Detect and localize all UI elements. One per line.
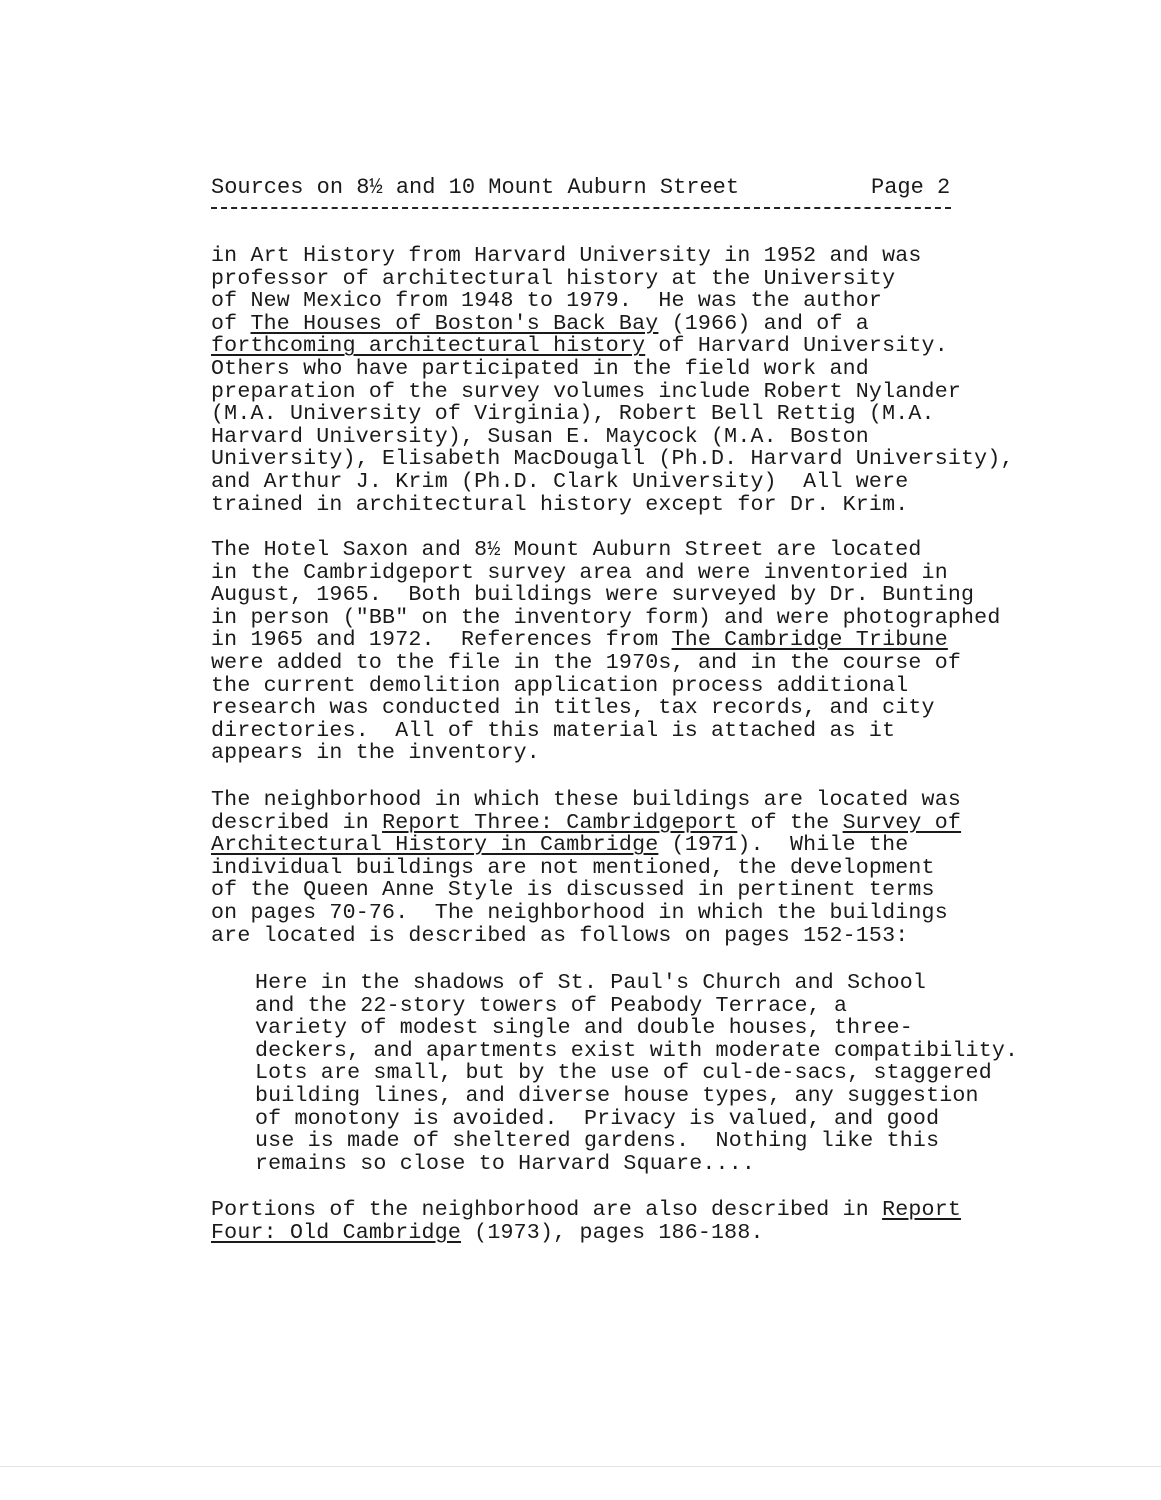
paragraph-inventory <box>211 539 1071 765</box>
text-run: on pages 70-76. The neighborhood in which the buildings <box>211 900 948 925</box>
header-dashed-rule <box>211 207 951 209</box>
underlined-title: Architectural History in Cambridge <box>211 833 659 858</box>
text-run: of monotony is avoided. Privacy is valued, and good <box>255 1106 940 1131</box>
text-run: in 1965 and 1972. References from <box>211 628 672 653</box>
text-line <box>211 245 1071 268</box>
text-run: August, 1965. Both buildings were surveyed by Dr. Bunting <box>211 583 975 608</box>
text-line <box>211 857 1071 880</box>
text-line <box>211 290 1071 313</box>
text-line <box>255 1108 1115 1131</box>
text-run: trained in architectural history except for Dr. Krim. <box>211 492 909 517</box>
text-run: Here in the shadows of St. Paul's Church and School <box>255 971 927 995</box>
text-run: (1966) and of a <box>658 311 869 336</box>
text-run: professor of architectural history at the University <box>211 266 896 291</box>
text-run: variety of modest single and double houses, three- <box>255 1016 913 1041</box>
text-run: of <box>211 311 251 336</box>
text-run: use is made of sheltered gardens. Nothing like this <box>255 1129 940 1154</box>
text-run: (1973), pages 186-188. <box>461 1220 764 1245</box>
text-run: individual buildings are not mentioned, the development <box>211 855 935 880</box>
text-line <box>255 1085 1115 1108</box>
text-line <box>211 381 1071 404</box>
text-line <box>211 584 1071 607</box>
text-run: were added to the file in the 1970s, and in the course of <box>211 650 962 675</box>
text-line <box>211 720 1071 743</box>
text-line <box>211 313 1071 336</box>
text-line <box>255 1040 1115 1063</box>
text-run: Lots are small, but by the use of cul-de-sacs, staggered <box>255 1061 992 1086</box>
paragraph-report-four <box>211 1199 1071 1244</box>
text-line <box>255 972 1115 995</box>
text-line <box>211 562 1071 585</box>
text-run: (1971). While the <box>658 833 909 858</box>
text-line <box>211 358 1071 381</box>
text-run: directories. All of this material is attached as it <box>211 718 896 743</box>
text-run: and Arthur J. Krim (Ph.D. Clark University) All were <box>211 469 909 494</box>
paragraph-neighborhood <box>211 789 1071 947</box>
block-quote <box>255 972 1115 1175</box>
text-line <box>211 789 1071 812</box>
underlined-title: The Houses of Boston's Back Bay <box>250 311 659 336</box>
text-line <box>255 1062 1115 1085</box>
text-run: in Art History from Harvard University in 1952 and was <box>211 244 922 268</box>
text-line <box>211 494 1071 517</box>
text-run: building lines, and diverse house types, any suggestion <box>255 1083 979 1108</box>
text-line <box>211 1222 1071 1245</box>
text-run: remains so close to Harvard Square.... <box>255 1151 756 1176</box>
scan-edge <box>0 1466 1161 1467</box>
text-run: Portions of the neighborhood are also described in <box>211 1198 883 1222</box>
text-line <box>211 471 1071 494</box>
text-run: (M.A. University of Virginia), Robert Bell Rettig (M.A. <box>211 402 935 427</box>
text-run: are located is described as follows on pages 152-153: <box>211 923 909 948</box>
text-line <box>211 448 1071 471</box>
text-line <box>211 675 1071 698</box>
text-line <box>211 742 1071 765</box>
underlined-title: Four: Old Cambridge <box>211 1220 462 1245</box>
text-run: in the Cambridgeport survey area and were inventoried in <box>211 560 948 585</box>
text-line <box>211 652 1071 675</box>
text-line <box>211 539 1071 562</box>
text-line <box>211 902 1071 925</box>
text-run: of Harvard University. <box>645 334 948 359</box>
text-line <box>255 995 1115 1018</box>
text-line <box>211 335 1071 358</box>
text-line <box>255 1153 1115 1176</box>
paragraph-faculty <box>211 245 1071 516</box>
text-line <box>211 403 1071 426</box>
page-number: Page 2 <box>871 175 951 200</box>
text-run: of New Mexico from 1948 to 1979. He was the author <box>211 289 883 314</box>
text-line <box>211 925 1071 948</box>
text-line <box>255 1130 1115 1153</box>
text-line <box>211 268 1071 291</box>
text-line <box>211 607 1071 630</box>
text-run: research was conducted in titles, tax records, and city <box>211 696 935 721</box>
text-line <box>211 1199 1071 1222</box>
text-run: of the <box>737 810 843 835</box>
text-run: The neighborhood in which these buildings are located was <box>211 788 962 812</box>
text-run: The Hotel Saxon and 8½ Mount Auburn Street are located <box>211 538 922 562</box>
underlined-title: Survey of <box>842 810 962 835</box>
text-line <box>211 812 1071 835</box>
text-run: described in <box>211 810 383 835</box>
text-run: in person ("BB" on the inventory form) and were photographed <box>211 605 1001 630</box>
text-line <box>211 629 1071 652</box>
text-run: deckers, and apartments exist with moderate compatibility. <box>255 1038 1019 1063</box>
text-run: University), Elisabeth MacDougall (Ph.D. Harvard University), <box>211 447 1014 472</box>
text-line <box>211 834 1071 857</box>
text-run: Harvard University), Susan E. Maycock (M.A. Boston <box>211 424 869 449</box>
text-line <box>211 879 1071 902</box>
text-line <box>211 697 1071 720</box>
underlined-title: forthcoming architectural history <box>211 334 646 359</box>
text-run: preparation of the survey volumes include Robert Nylander <box>211 379 962 404</box>
underlined-title: Report <box>882 1198 962 1222</box>
text-run: of the Queen Anne Style is discussed in pertinent terms <box>211 878 935 903</box>
underlined-title: Report Three: Cambridgeport <box>382 810 738 835</box>
header-title: Sources on 8½ and 10 Mount Auburn Street <box>211 175 740 200</box>
text-line <box>211 426 1071 449</box>
text-line <box>255 1017 1115 1040</box>
text-run: Others who have participated in the field work and <box>211 356 869 381</box>
text-run: appears in the inventory. <box>211 741 540 766</box>
text-run: and the 22-story towers of Peabody Terrace, a <box>255 993 848 1018</box>
text-run: the current demolition application process additional <box>211 673 909 698</box>
underlined-title: The Cambridge Tribune <box>671 628 948 653</box>
